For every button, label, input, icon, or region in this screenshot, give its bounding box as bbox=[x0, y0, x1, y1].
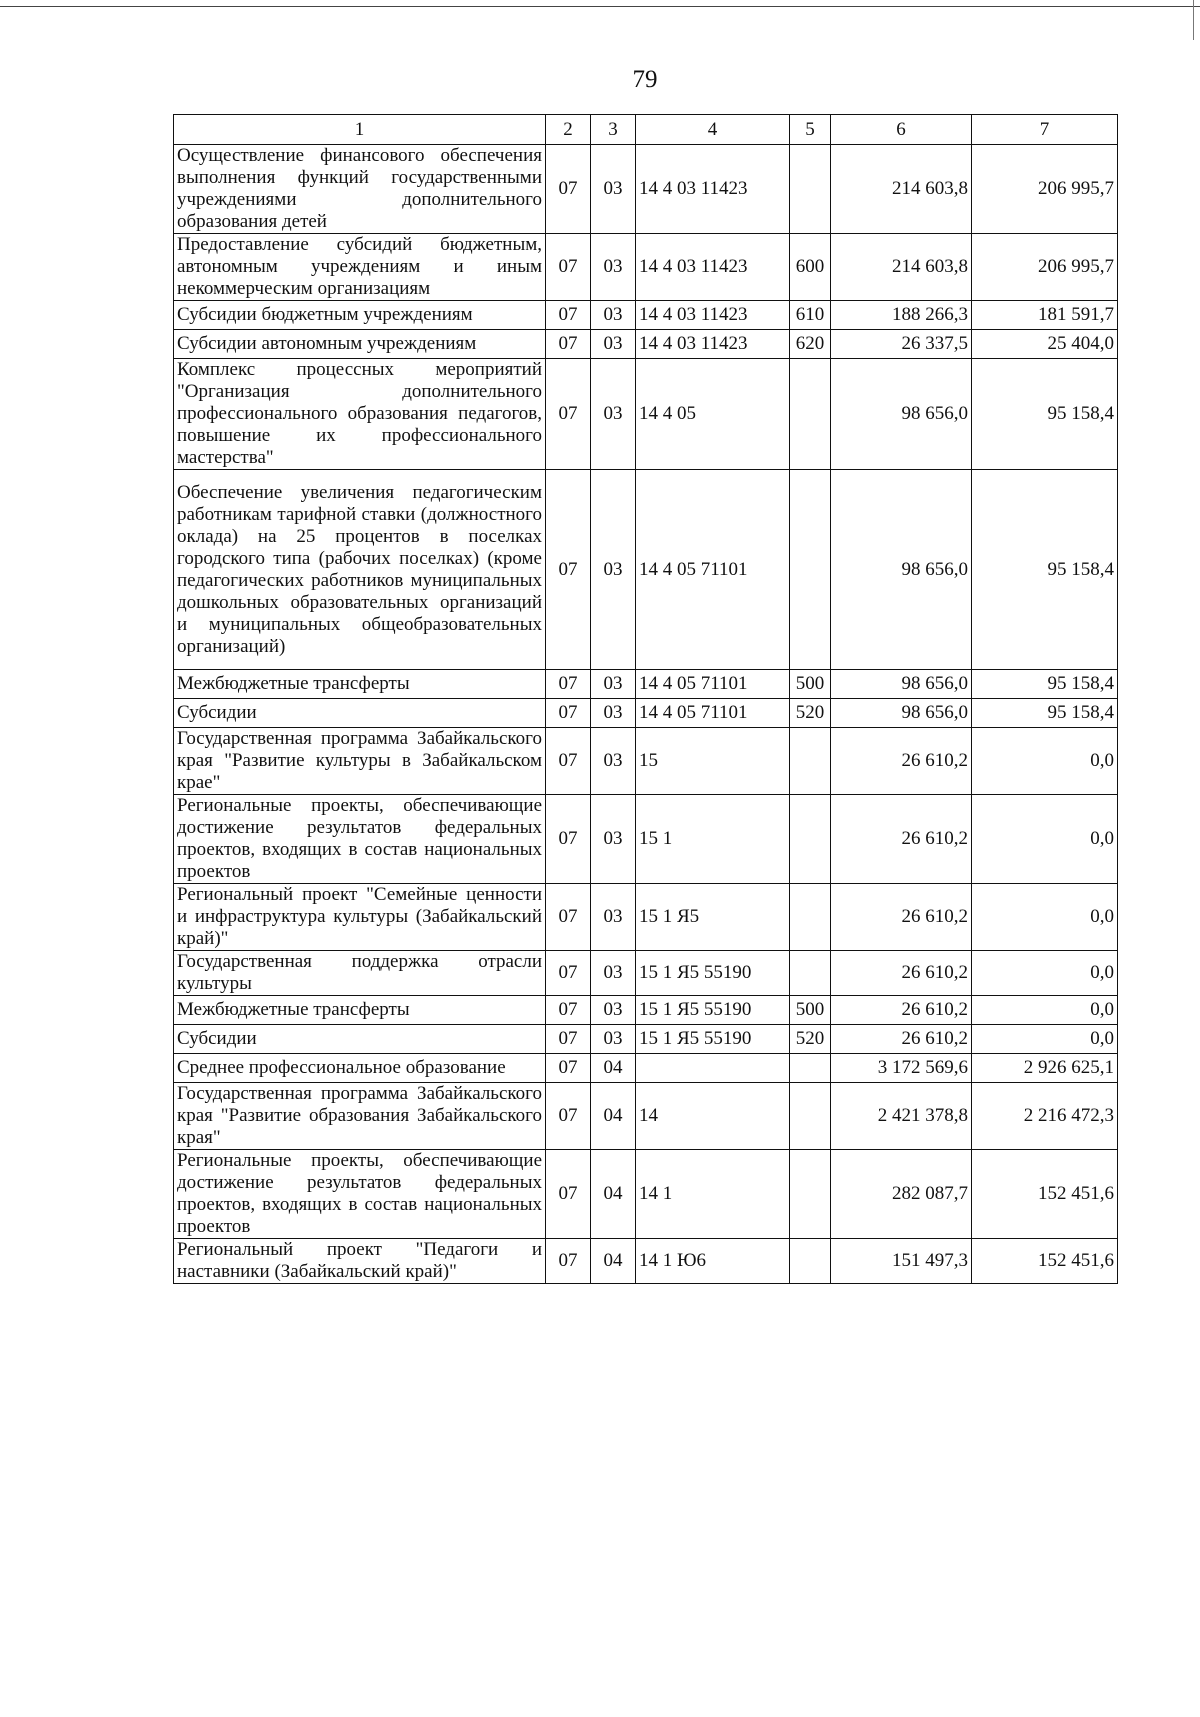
row-expense-type bbox=[790, 1054, 831, 1083]
row-expense-type bbox=[790, 1239, 831, 1284]
row-name: Субсидии bbox=[174, 1025, 546, 1054]
row-name: Региональные проекты, обеспечивающие достижение результатов федеральных проектов, входящих в состав национальных проектов bbox=[174, 1150, 546, 1239]
row-expense-type bbox=[790, 470, 831, 670]
row-amount-year1: 2 421 378,8 bbox=[831, 1083, 972, 1150]
header-col-6: 6 bbox=[831, 115, 972, 145]
row-expense-type: 520 bbox=[790, 1025, 831, 1054]
row-subsection: 03 bbox=[591, 670, 636, 699]
row-amount-year2: 0,0 bbox=[972, 951, 1118, 996]
row-expense-type: 610 bbox=[790, 301, 831, 330]
row-name: Субсидии автономным учреждениям bbox=[174, 330, 546, 359]
row-expense-type bbox=[790, 1083, 831, 1150]
row-amount-year2: 0,0 bbox=[972, 884, 1118, 951]
row-name: Субсидии bbox=[174, 699, 546, 728]
row-expense-type bbox=[790, 359, 831, 470]
row-amount-year2: 95 158,4 bbox=[972, 359, 1118, 470]
row-expense-type bbox=[790, 951, 831, 996]
row-amount-year2: 152 451,6 bbox=[972, 1150, 1118, 1239]
row-expense-type bbox=[790, 795, 831, 884]
table-row bbox=[174, 728, 1118, 795]
row-section: 07 bbox=[546, 1239, 591, 1284]
row-subsection: 03 bbox=[591, 996, 636, 1025]
row-name: Осуществление финансового обеспечения выполнения функций государственными учреждениями дополнительного образования детей bbox=[174, 145, 546, 234]
row-section: 07 bbox=[546, 1083, 591, 1150]
row-expense-type bbox=[790, 145, 831, 234]
row-subsection: 04 bbox=[591, 1083, 636, 1150]
row-name: Предоставление субсидий бюджетным, автономным учреждениям и иным некоммерческим организациям bbox=[174, 234, 546, 301]
table-header-row bbox=[174, 115, 1118, 145]
row-subsection: 03 bbox=[591, 699, 636, 728]
table-row bbox=[174, 670, 1118, 699]
table-row bbox=[174, 795, 1118, 884]
table-row bbox=[174, 884, 1118, 951]
row-amount-year1: 26 610,2 bbox=[831, 795, 972, 884]
row-amount-year2: 0,0 bbox=[972, 795, 1118, 884]
row-name: Межбюджетные трансферты bbox=[174, 996, 546, 1025]
row-amount-year1: 26 610,2 bbox=[831, 996, 972, 1025]
row-name: Государственная поддержка отрасли культуры bbox=[174, 951, 546, 996]
row-subsection: 03 bbox=[591, 470, 636, 670]
row-section: 07 bbox=[546, 795, 591, 884]
row-name: Среднее профессиональное образование bbox=[174, 1054, 546, 1083]
row-amount-year1: 26 610,2 bbox=[831, 728, 972, 795]
row-amount-year1: 26 610,2 bbox=[831, 951, 972, 996]
row-subsection: 03 bbox=[591, 1025, 636, 1054]
row-target-code: 14 4 03 11423 bbox=[636, 301, 790, 330]
row-amount-year1: 98 656,0 bbox=[831, 699, 972, 728]
row-expense-type: 500 bbox=[790, 670, 831, 699]
row-section: 07 bbox=[546, 699, 591, 728]
row-target-code: 14 4 03 11423 bbox=[636, 330, 790, 359]
row-section: 07 bbox=[546, 330, 591, 359]
row-amount-year2: 2 926 625,1 bbox=[972, 1054, 1118, 1083]
header-col-3: 3 bbox=[591, 115, 636, 145]
row-section: 07 bbox=[546, 301, 591, 330]
row-name: Обеспечение увеличения педагогическим работникам тарифной ставки (должностного оклада) на 25 процентов в поселках городского типа (рабочих поселках) (кроме педагогических работников муниципальных дошкольных образовательных организаций и муниципальных общеобразовательных организаций) bbox=[174, 470, 546, 670]
row-target-code: 14 4 05 bbox=[636, 359, 790, 470]
table-row bbox=[174, 1150, 1118, 1239]
table-row bbox=[174, 1239, 1118, 1284]
row-subsection: 03 bbox=[591, 145, 636, 234]
row-name: Комплекс процессных мероприятий "Организация дополнительного профессионального образования педагогов, повышение их профессионального мастерства" bbox=[174, 359, 546, 470]
row-expense-type bbox=[790, 728, 831, 795]
row-subsection: 03 bbox=[591, 951, 636, 996]
row-amount-year2: 152 451,6 bbox=[972, 1239, 1118, 1284]
row-subsection: 03 bbox=[591, 330, 636, 359]
row-amount-year1: 282 087,7 bbox=[831, 1150, 972, 1239]
row-amount-year2: 95 158,4 bbox=[972, 699, 1118, 728]
row-name: Региональные проекты, обеспечивающие достижение результатов федеральных проектов, входящих в состав национальных проектов bbox=[174, 795, 546, 884]
table-row bbox=[174, 359, 1118, 470]
row-target-code: 15 1 Я5 bbox=[636, 884, 790, 951]
row-amount-year2: 95 158,4 bbox=[972, 670, 1118, 699]
row-target-code: 14 1 bbox=[636, 1150, 790, 1239]
scan-border-line bbox=[0, 6, 1200, 7]
row-amount-year2: 0,0 bbox=[972, 1025, 1118, 1054]
row-subsection: 04 bbox=[591, 1054, 636, 1083]
row-amount-year1: 98 656,0 bbox=[831, 470, 972, 670]
table-row bbox=[174, 1083, 1118, 1150]
row-target-code: 15 bbox=[636, 728, 790, 795]
row-amount-year1: 151 497,3 bbox=[831, 1239, 972, 1284]
row-subsection: 03 bbox=[591, 359, 636, 470]
row-target-code: 15 1 Я5 55190 bbox=[636, 996, 790, 1025]
row-target-code bbox=[636, 1054, 790, 1083]
header-col-7: 7 bbox=[972, 115, 1118, 145]
row-section: 07 bbox=[546, 234, 591, 301]
header-col-5: 5 bbox=[790, 115, 831, 145]
row-amount-year1: 3 172 569,6 bbox=[831, 1054, 972, 1083]
scan-edge-mark bbox=[1193, 0, 1194, 40]
table-row bbox=[174, 996, 1118, 1025]
row-name: Государственная программа Забайкальского края "Развитие культуры в Забайкальском крае" bbox=[174, 728, 546, 795]
row-section: 07 bbox=[546, 1150, 591, 1239]
row-target-code: 14 1 Ю6 bbox=[636, 1239, 790, 1284]
row-name: Региональный проект "Семейные ценности и инфраструктура культуры (Забайкальский край)" bbox=[174, 884, 546, 951]
page-number: 79 bbox=[632, 66, 658, 93]
row-amount-year1: 26 610,2 bbox=[831, 884, 972, 951]
row-section: 07 bbox=[546, 728, 591, 795]
table-row bbox=[174, 470, 1118, 670]
row-amount-year2: 25 404,0 bbox=[972, 330, 1118, 359]
row-subsection: 03 bbox=[591, 728, 636, 795]
row-expense-type bbox=[790, 884, 831, 951]
row-target-code: 14 4 05 71101 bbox=[636, 670, 790, 699]
header-col-1: 1 bbox=[174, 115, 546, 145]
row-target-code: 14 4 05 71101 bbox=[636, 470, 790, 670]
table-row bbox=[174, 330, 1118, 359]
table-row bbox=[174, 951, 1118, 996]
row-section: 07 bbox=[546, 1054, 591, 1083]
row-amount-year1: 98 656,0 bbox=[831, 670, 972, 699]
header-col-2: 2 bbox=[546, 115, 591, 145]
row-amount-year1: 26 610,2 bbox=[831, 1025, 972, 1054]
row-amount-year1: 214 603,8 bbox=[831, 234, 972, 301]
row-target-code: 15 1 Я5 55190 bbox=[636, 951, 790, 996]
row-section: 07 bbox=[546, 145, 591, 234]
row-section: 07 bbox=[546, 470, 591, 670]
row-section: 07 bbox=[546, 1025, 591, 1054]
row-amount-year2: 0,0 bbox=[972, 728, 1118, 795]
row-amount-year1: 98 656,0 bbox=[831, 359, 972, 470]
row-target-code: 14 bbox=[636, 1083, 790, 1150]
row-target-code: 14 4 03 11423 bbox=[636, 145, 790, 234]
row-section: 07 bbox=[546, 884, 591, 951]
row-expense-type: 600 bbox=[790, 234, 831, 301]
row-amount-year2: 206 995,7 bbox=[972, 234, 1118, 301]
row-name: Межбюджетные трансферты bbox=[174, 670, 546, 699]
table-row bbox=[174, 1054, 1118, 1083]
row-section: 07 bbox=[546, 359, 591, 470]
row-name: Региональный проект "Педагоги и наставники (Забайкальский край)" bbox=[174, 1239, 546, 1284]
row-amount-year2: 181 591,7 bbox=[972, 301, 1118, 330]
row-subsection: 03 bbox=[591, 301, 636, 330]
row-expense-type: 520 bbox=[790, 699, 831, 728]
row-subsection: 03 bbox=[591, 795, 636, 884]
row-name: Государственная программа Забайкальского края "Развитие образования Забайкальского края" bbox=[174, 1083, 546, 1150]
row-amount-year2: 95 158,4 bbox=[972, 470, 1118, 670]
row-subsection: 03 bbox=[591, 234, 636, 301]
row-amount-year2: 206 995,7 bbox=[972, 145, 1118, 234]
row-amount-year1: 26 337,5 bbox=[831, 330, 972, 359]
table-row bbox=[174, 234, 1118, 301]
table-row bbox=[174, 301, 1118, 330]
row-target-code: 15 1 bbox=[636, 795, 790, 884]
row-amount-year2: 2 216 472,3 bbox=[972, 1083, 1118, 1150]
row-section: 07 bbox=[546, 996, 591, 1025]
row-amount-year1: 188 266,3 bbox=[831, 301, 972, 330]
row-name: Субсидии бюджетным учреждениям bbox=[174, 301, 546, 330]
row-target-code: 15 1 Я5 55190 bbox=[636, 1025, 790, 1054]
header-col-4: 4 bbox=[636, 115, 790, 145]
row-section: 07 bbox=[546, 951, 591, 996]
row-section: 07 bbox=[546, 670, 591, 699]
row-expense-type bbox=[790, 1150, 831, 1239]
row-amount-year2: 0,0 bbox=[972, 996, 1118, 1025]
row-expense-type: 500 bbox=[790, 996, 831, 1025]
row-subsection: 04 bbox=[591, 1239, 636, 1284]
row-expense-type: 620 bbox=[790, 330, 831, 359]
row-amount-year1: 214 603,8 bbox=[831, 145, 972, 234]
row-subsection: 03 bbox=[591, 884, 636, 951]
table-row bbox=[174, 145, 1118, 234]
row-target-code: 14 4 05 71101 bbox=[636, 699, 790, 728]
row-subsection: 04 bbox=[591, 1150, 636, 1239]
row-target-code: 14 4 03 11423 bbox=[636, 234, 790, 301]
budget-table bbox=[173, 114, 1118, 1284]
table-row bbox=[174, 1025, 1118, 1054]
table-row bbox=[174, 699, 1118, 728]
